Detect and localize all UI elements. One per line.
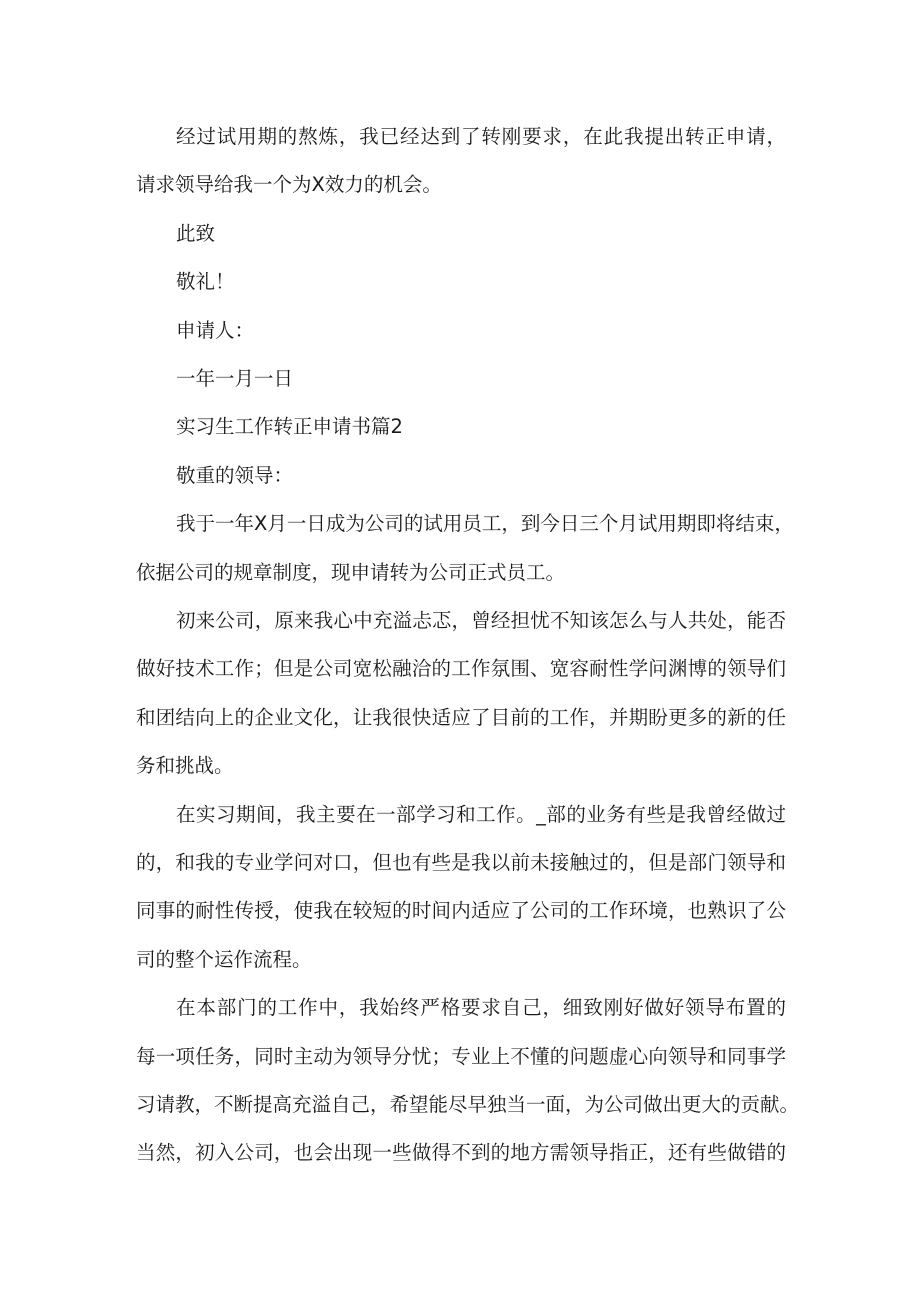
- paragraph-line: 在本部门的工作中，我始终严格要求自己，细致刚好做好领导布置的: [176, 996, 786, 1019]
- paragraph-line: 当然，初入公司，也会出现一些做得不到的地方需领导指正，还有些做错的: [136, 1141, 786, 1164]
- date-line: 一年一月一日: [176, 367, 294, 390]
- closing-regards: 敬礼！: [176, 270, 235, 293]
- paragraph-line: 在实习期间，我主要在一部学习和工作。_部的业务有些是我曾经做过: [176, 803, 786, 826]
- section-title: 实习生工作转正申请书篇2: [176, 415, 403, 438]
- paragraph-line: 依据公司的规章制度，现申请转为公司正式员工。: [136, 561, 566, 584]
- closing-salutation: 此致: [176, 222, 216, 245]
- paragraph-line: 的，和我的专业学问对口，但也有些是我以前未接触过的，但是部门领导和: [136, 851, 786, 874]
- applicant-label: 申请人：: [176, 319, 255, 342]
- paragraph-line: 请求领导给我一个为X效力的机会。: [136, 173, 442, 196]
- paragraph-line: 习请教，不断提高充溢自己，希望能尽早独当一面，为公司做出更大的贡献。: [136, 1093, 800, 1116]
- paragraph-line: 初来公司，原来我心中充溢忐忑，曾经担忧不知该怎么与人共处，能否: [176, 609, 786, 632]
- paragraph-line: 和团结向上的企业文化，让我很快适应了目前的工作，并期盼更多的新的任: [136, 706, 786, 729]
- paragraph-line: 司的整个运作流程。: [136, 948, 312, 971]
- paragraph-line: 务和挑战。: [136, 754, 234, 777]
- paragraph-line: 我于一年X月一日成为公司的试用员工，到今日三个月试用期即将结束，: [176, 512, 794, 535]
- paragraph-line: 做好技术工作；但是公司宽松融洽的工作氛围、宽容耐性学问渊博的领导们: [136, 657, 786, 680]
- paragraph-line: 经过试用期的熬炼，我已经达到了转刚要求，在此我提出转正申请，: [176, 125, 786, 148]
- greeting: 敬重的领导：: [176, 464, 294, 487]
- paragraph-line: 同事的耐性传授，使我在较短的时间内适应了公司的工作环境，也熟识了公: [136, 899, 786, 922]
- paragraph-line: 每一项任务，同时主动为领导分忧；专业上不懂的问题虚心向领导和同事学: [136, 1045, 786, 1068]
